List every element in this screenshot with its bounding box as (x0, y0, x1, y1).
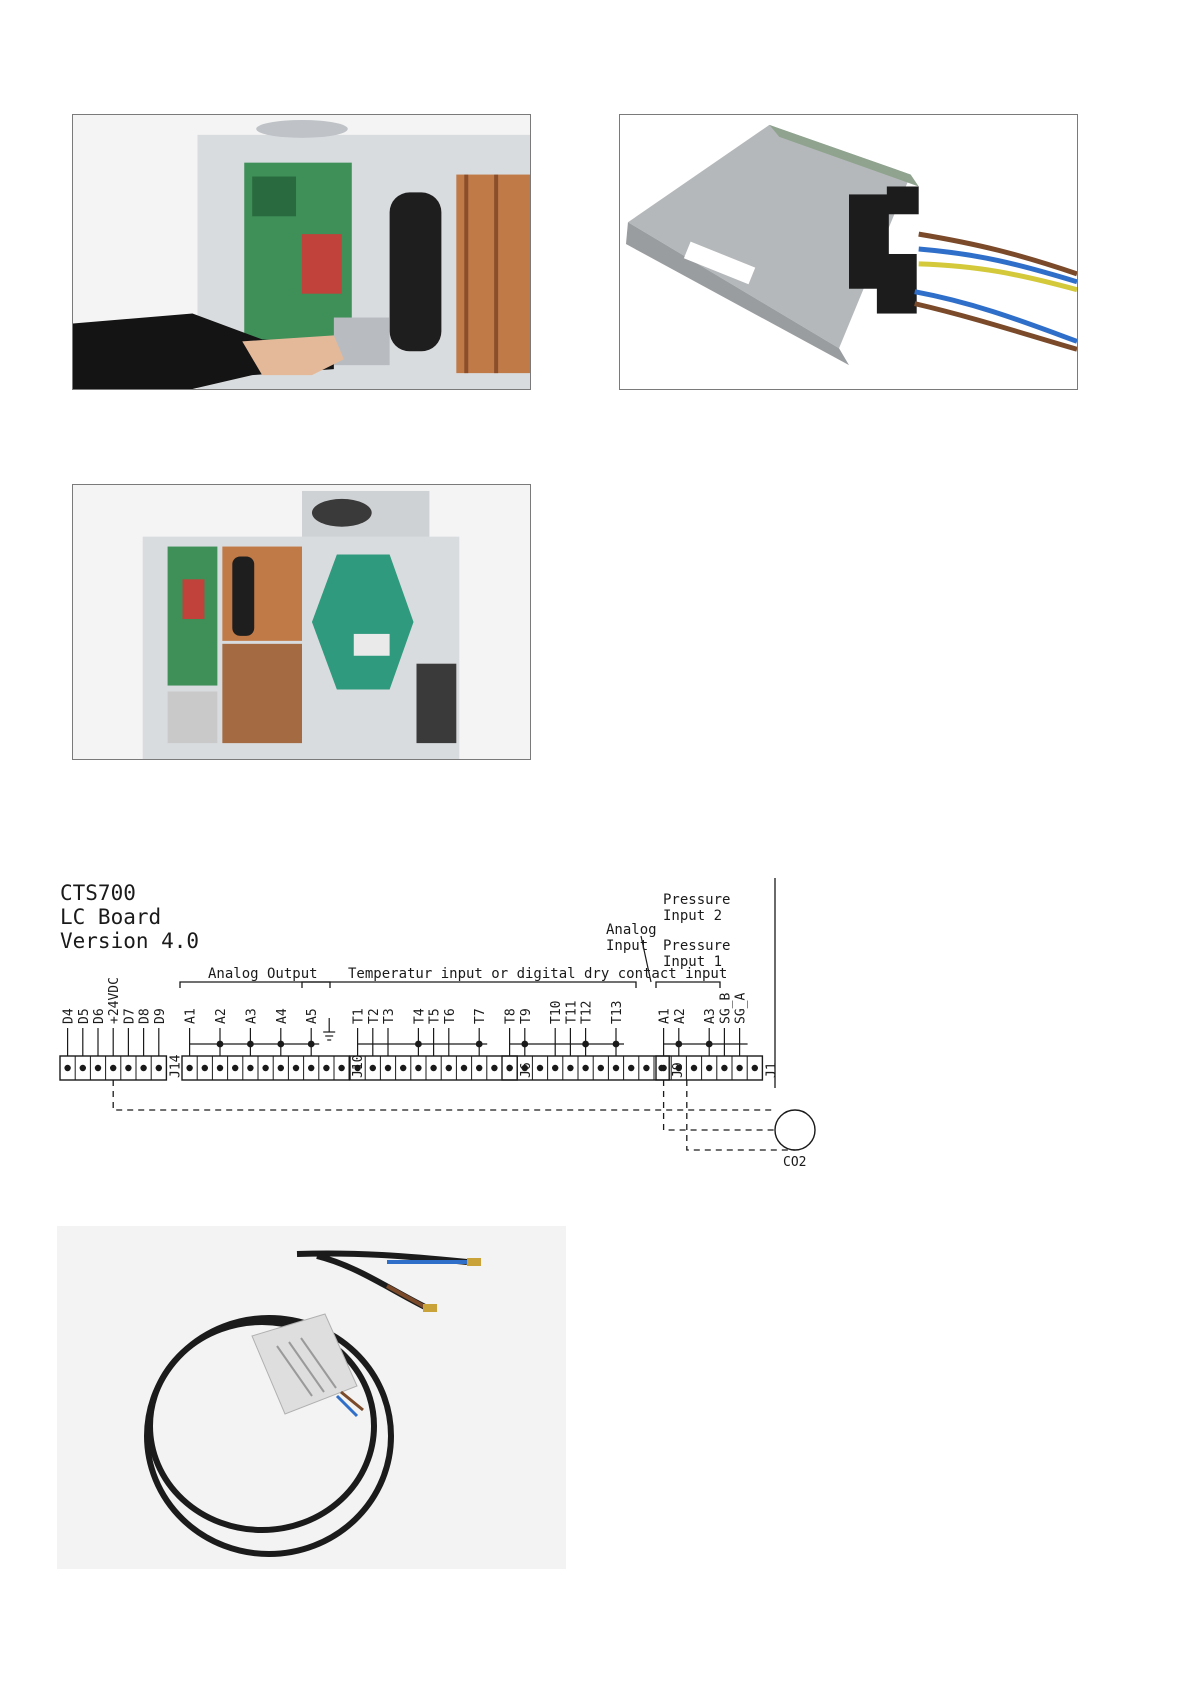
unit-interior-overview-photo (72, 484, 531, 760)
pin-label: +24VDC (107, 977, 123, 1024)
board-title-line: CTS700 (60, 881, 136, 905)
terminal-screw (202, 1065, 208, 1071)
terminal-screw (262, 1065, 268, 1071)
terminal-screw (323, 1065, 329, 1071)
pin-label: A3 (244, 1008, 260, 1024)
dashed-wiring (113, 1080, 795, 1150)
sensor-module-with-cable-photo (57, 1226, 566, 1569)
pin-label: T10 (549, 1000, 565, 1024)
terminal-screw (110, 1065, 116, 1071)
co2-sensor (775, 1110, 815, 1170)
pressure-input-2-label: Pressure (663, 892, 731, 908)
pin-label: A4 (274, 1008, 290, 1024)
pin-label: T13 (610, 1000, 625, 1024)
pressure-input-1-label: Pressure (663, 938, 731, 954)
power-wire (113, 1080, 775, 1110)
terminal-screw (660, 1065, 666, 1071)
board-title-line: Version 4.0 (60, 929, 200, 953)
pin-label: T3 (382, 1008, 397, 1024)
terminal-screw (721, 1065, 727, 1071)
pin-label: SG_A (733, 992, 749, 1024)
terminal-screw (232, 1065, 238, 1071)
pin-label: A2 (214, 1008, 229, 1024)
connector-label: J10 (351, 1054, 367, 1078)
pin-label: A5 (305, 1008, 321, 1024)
junction-dot (247, 1041, 254, 1048)
terminal-screw (552, 1065, 558, 1071)
terminal-screw (156, 1065, 162, 1071)
pin-label: T1 (351, 1008, 367, 1024)
pin-label: A1 (183, 1008, 199, 1024)
temperature-input-label: Temperatur input or digital dry contact input (348, 966, 728, 982)
connector-label: J6 (519, 1062, 535, 1078)
terminal-screw (736, 1065, 742, 1071)
terminal-screw (506, 1065, 512, 1071)
junction-dot (217, 1041, 224, 1048)
signal-wire (664, 1080, 775, 1130)
terminal-screw (691, 1065, 697, 1071)
terminal-screw (95, 1065, 101, 1071)
pin-label: T7 (473, 1008, 489, 1024)
terminal-screw (308, 1065, 314, 1071)
pin-label: T2 (366, 1008, 382, 1024)
connector-labels (168, 1054, 779, 1078)
terminal-screw (370, 1065, 376, 1071)
pin-label: T11 (564, 1000, 580, 1024)
junction-dot (675, 1041, 682, 1048)
terminal-screw (293, 1065, 299, 1071)
terminal-screw (430, 1065, 436, 1071)
junction-dot (706, 1041, 713, 1048)
terminal-screw (140, 1065, 146, 1071)
terminal-screw (582, 1065, 588, 1071)
pin-labels (62, 977, 749, 1056)
terminal-screw (491, 1065, 497, 1071)
pin-label: T4 (412, 1008, 428, 1024)
terminal-screw (125, 1065, 131, 1071)
junction-dot (613, 1041, 620, 1048)
terminal-screw (415, 1065, 421, 1071)
junction-dot (308, 1041, 315, 1048)
terminal-screw (278, 1065, 284, 1071)
junction-dot (415, 1041, 422, 1048)
terminal-screw (537, 1065, 543, 1071)
analog-output-bracket (180, 982, 330, 988)
terminal-screw (643, 1065, 649, 1071)
pin-label: T8 (503, 1008, 519, 1024)
pin-label: SG_B (718, 992, 734, 1024)
connector-label: J9 (671, 1062, 687, 1078)
terminal-screw (706, 1065, 712, 1071)
terminal-screw (598, 1065, 604, 1071)
terminal-screw (385, 1065, 391, 1071)
pin-label: D9 (152, 1008, 168, 1024)
connector-label: J14 (168, 1054, 184, 1078)
pin-label: T12 (579, 1000, 595, 1024)
temperature-input-bracket (302, 982, 636, 988)
pin-label: A1 (657, 1008, 673, 1024)
pin-label: T9 (518, 1008, 534, 1024)
connector-label: J1 (764, 1062, 780, 1078)
terminal-screw (64, 1065, 70, 1071)
terminal-screw (613, 1065, 619, 1071)
pin-label: D7 (122, 1008, 138, 1024)
co2-sensor-label: CO2 (783, 1155, 807, 1170)
terminal-screw (446, 1065, 452, 1071)
co2-sensor-circle (775, 1110, 815, 1150)
terminal-screw (461, 1065, 467, 1071)
terminal-screw (217, 1065, 223, 1071)
ground-wire (687, 1080, 795, 1150)
pin-label: D6 (92, 1008, 107, 1024)
board-title (60, 881, 199, 953)
terminal-screw (400, 1065, 406, 1071)
terminal-strip (60, 1056, 762, 1080)
pin-label: D4 (61, 1008, 77, 1024)
group-labels (208, 892, 730, 982)
pin-label: D5 (76, 1008, 92, 1024)
pin-label: D8 (137, 1008, 153, 1024)
pin-label: T6 (442, 1008, 458, 1024)
junction-dot (521, 1041, 528, 1048)
board-title-line: LC Board (60, 905, 162, 929)
terminal-screw (752, 1065, 758, 1071)
terminal-screw (628, 1065, 634, 1071)
terminal-screw (80, 1065, 86, 1071)
terminal-screw (186, 1065, 192, 1071)
terminal-screw (247, 1065, 253, 1071)
analog-input-label: Input (606, 938, 649, 954)
pressure-input-2-label: Input 2 (663, 908, 723, 924)
analog-input-label: Analog (606, 922, 657, 938)
pressure-input-1-label: Input 1 (663, 954, 723, 970)
unit-open-electrical-panel-photo (72, 114, 531, 390)
junction-dot (277, 1041, 284, 1048)
wiring-diagram (0, 870, 1191, 1190)
junction-dot (476, 1041, 483, 1048)
analog-input-bracket (656, 982, 720, 988)
terminal-screw (567, 1065, 573, 1071)
pin-label: A2 (672, 1008, 688, 1024)
transformer-module-photo (619, 114, 1078, 390)
pin-label: A3 (703, 1008, 719, 1024)
analog-output-label: Analog Output (208, 966, 318, 982)
pin-label: T5 (427, 1008, 443, 1024)
terminal-screw (476, 1065, 482, 1071)
junction-dot (582, 1041, 589, 1048)
terminal-screw (338, 1065, 344, 1071)
